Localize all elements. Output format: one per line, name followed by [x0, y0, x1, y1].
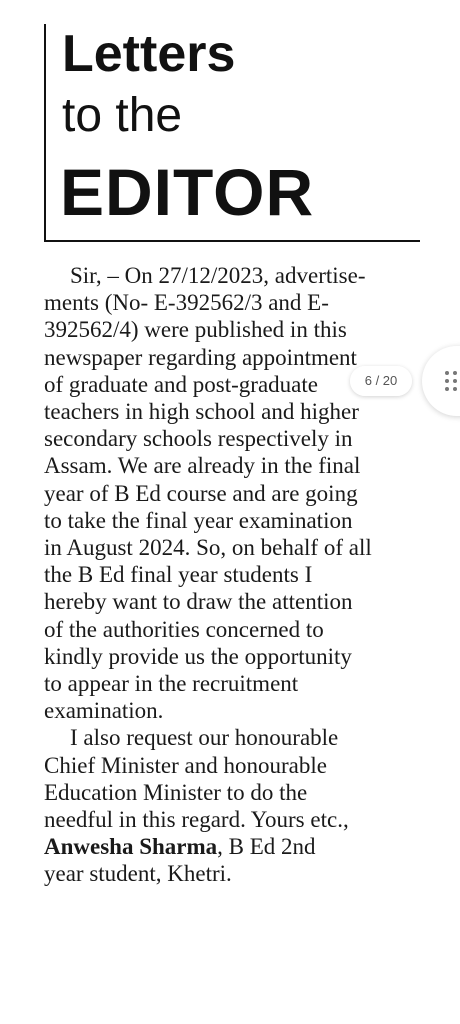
letter-line: Education Minister to do the — [44, 779, 308, 805]
letter-line: the B Ed final year students I — [44, 562, 313, 588]
signature-name: Anwesha Sharma — [44, 834, 218, 860]
letter-line: to take the final year examination — [44, 507, 353, 533]
letter-line: year of B Ed course and are going — [44, 480, 358, 506]
letter-line: Sir, – On 27/12/2023, advertise- — [70, 263, 366, 288]
signature-line-2: year student, Khetri. — [44, 861, 232, 887]
letter-line: hereby want to draw the attention — [44, 589, 353, 615]
letter-line: needful in this regard. Yours etc., — [44, 807, 349, 833]
letter-line: kindly provide us the opportunity — [44, 643, 352, 669]
letter-line: Chief Minister and honourable — [44, 752, 327, 778]
masthead-line-editor: EDITOR — [60, 155, 315, 229]
page-indicator[interactable]: 6 / 20 — [350, 366, 412, 396]
drag-handle-icon — [444, 370, 458, 392]
letter-line: 392562/4) were published in this — [44, 317, 347, 343]
letter-line: ments (No- E-392562/3 and E- — [44, 290, 329, 316]
letter-line: Assam. We are already in the final — [44, 453, 361, 479]
letter-line: to appear in the recruitment — [44, 671, 299, 697]
side-drag-handle[interactable] — [422, 346, 460, 416]
letter-paragraph-2 — [44, 724, 424, 887]
masthead-line-letters: Letters — [62, 25, 236, 83]
signature-affiliation: , B Ed 2nd — [217, 834, 316, 860]
letter-line: examination. — [44, 698, 164, 724]
letter-line: newspaper regarding appointment — [44, 344, 357, 370]
letter-paragraph-1 — [44, 262, 424, 724]
signature-line — [44, 833, 424, 860]
letter-line: secondary schools respectively in — [44, 426, 353, 452]
letter-body — [44, 262, 424, 888]
letter-line: of graduate and post-graduate — [44, 371, 318, 397]
letter-line: in August 2024. So, on behalf of all — [44, 535, 372, 561]
masthead-line-to-the: to the — [62, 89, 183, 142]
letter-line: I also request our honourable — [70, 725, 339, 751]
letter-line: teachers in high school and higher — [44, 399, 359, 425]
letters-to-editor-masthead — [44, 24, 420, 242]
letter-line: of the authorities concerned to — [44, 616, 324, 642]
